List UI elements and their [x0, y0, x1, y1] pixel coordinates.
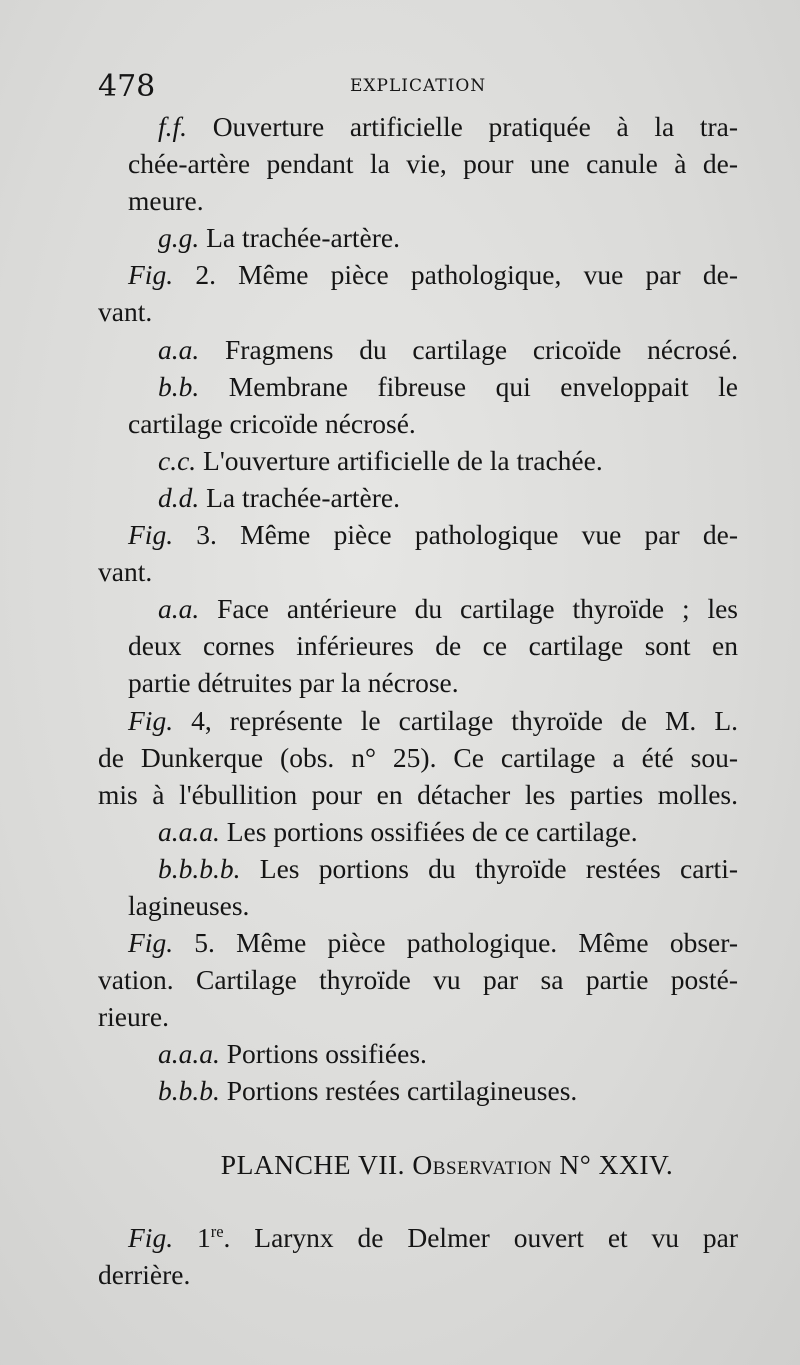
running-head: EXPLICATION: [350, 76, 487, 96]
line-text: Face antérieure du cartilage thyroïde ; les: [199, 593, 738, 625]
line-text: meure.: [128, 185, 204, 217]
text-line: [98, 1072, 738, 1109]
line-text: Portions restées cartilagineuses.: [219, 1075, 578, 1107]
figure-label: b.b.: [158, 370, 200, 402]
text-line: [98, 405, 738, 442]
text-line: [98, 145, 738, 182]
line-text: Ouverture artificielle pratiquée à la tra-: [187, 111, 738, 142]
text-line: [98, 1219, 738, 1256]
figure-label: Fig.: [128, 519, 174, 551]
text-line: [98, 108, 738, 145]
plate-heading: [98, 1146, 738, 1183]
figure-label: f.f.: [158, 111, 188, 142]
text-line: [98, 850, 738, 887]
text-line: [98, 961, 738, 998]
figure-label: b.b.b.: [158, 1075, 220, 1107]
text-line: [98, 887, 738, 924]
section-gap: [98, 1183, 738, 1219]
line-text: deux cornes inférieures de ce cartilage sont en: [128, 630, 738, 662]
figure-label: Fig.: [128, 927, 174, 959]
line-text: lagineuses.: [128, 889, 250, 921]
line-text: derrière.: [98, 1258, 191, 1290]
line-text: 2. Même pièce pathologique, vue par de-: [173, 259, 738, 291]
text-line: [98, 331, 738, 368]
text-line: [98, 368, 738, 405]
figure-label: c.c.: [158, 444, 197, 476]
text-line: [98, 1035, 738, 1072]
line-text: 3. Même pièce pathologique vue par de-: [173, 519, 738, 551]
ordinal-suffix: re: [210, 1221, 224, 1241]
figure-label: a.a.a.: [158, 815, 220, 847]
plate-observation-number: N° XXIV.: [552, 1148, 674, 1180]
text-line: [98, 182, 738, 219]
figure-label: d.d.: [158, 481, 200, 513]
line-text: Les portions ossifiées de ce cartilage.: [219, 815, 638, 847]
line-text: vant.: [98, 296, 153, 328]
explanation-lines: [98, 108, 738, 1110]
text-line: [98, 627, 738, 664]
line-text: Portions ossifiées.: [219, 1038, 427, 1070]
figure-label: g.g.: [158, 222, 200, 254]
text-line: [98, 1256, 738, 1293]
line-text: 5. Même pièce pathologique. Même obser-: [173, 927, 738, 959]
body-text: [98, 108, 738, 1293]
line-text: partie détruites par la nécrose.: [128, 667, 459, 699]
line-text: Membrane fibreuse qui enveloppait le: [199, 370, 738, 402]
figure-label: Fig.: [128, 704, 174, 736]
page-number: 478: [98, 69, 156, 104]
text-line: [98, 442, 738, 479]
text-line: [98, 293, 738, 330]
text-line: [98, 590, 738, 627]
text-line: [98, 998, 738, 1035]
line-text: 4, représente le cartilage thyroïde de M. L.: [173, 704, 738, 736]
text-line: [98, 553, 738, 590]
line-text: mis à l'ébullition pour en détacher les parties molles.: [98, 778, 738, 810]
text-line: [98, 776, 738, 813]
line-text: rieure.: [98, 1001, 169, 1033]
line-text: de Dunkerque (obs. n° 25). Ce cartilage a été sou-: [98, 741, 738, 773]
section-gap: [98, 1110, 738, 1146]
text-line: [98, 479, 738, 516]
figure-label: Fig.: [128, 259, 174, 291]
line-text: vant.: [98, 556, 153, 588]
figure-number: 1: [173, 1221, 211, 1253]
line-text: Les portions du thyroïde restées carti-: [240, 852, 738, 884]
figure-label: a.a.: [158, 593, 200, 625]
figure-label: Fig.: [128, 1221, 174, 1253]
plate-observation: Observation: [412, 1148, 553, 1180]
text-line: [98, 739, 738, 776]
text-line: [98, 813, 738, 850]
line-text: L'ouverture artificielle de la trachée.: [196, 444, 603, 476]
line-text: La trachée-artère.: [199, 481, 400, 513]
text-line: [98, 702, 738, 739]
plate-title: PLANCHE VII.: [220, 1148, 413, 1180]
line-text: La trachée-artère.: [199, 222, 400, 254]
text-line: [98, 256, 738, 293]
figure-label: a.a.: [158, 333, 200, 365]
figure-label: b.b.b.b.: [158, 852, 241, 884]
line-text: chée-artère pendant la vie, pour une canule à de-: [128, 148, 738, 180]
text-line: [98, 219, 738, 256]
line-text: cartilage cricoïde nécrosé.: [128, 407, 416, 439]
line-text: . Larynx de Delmer ouvert et vu par: [223, 1221, 738, 1253]
plate-lines: [98, 1219, 738, 1293]
text-line: [98, 924, 738, 961]
line-text: vation. Cartilage thyroïde vu par sa partie posté-: [98, 964, 738, 996]
figure-label: a.a.a.: [158, 1038, 220, 1070]
text-line: [98, 516, 738, 553]
text-line: [98, 664, 738, 701]
line-text: Fragmens du cartilage cricoïde nécrosé.: [199, 333, 738, 365]
